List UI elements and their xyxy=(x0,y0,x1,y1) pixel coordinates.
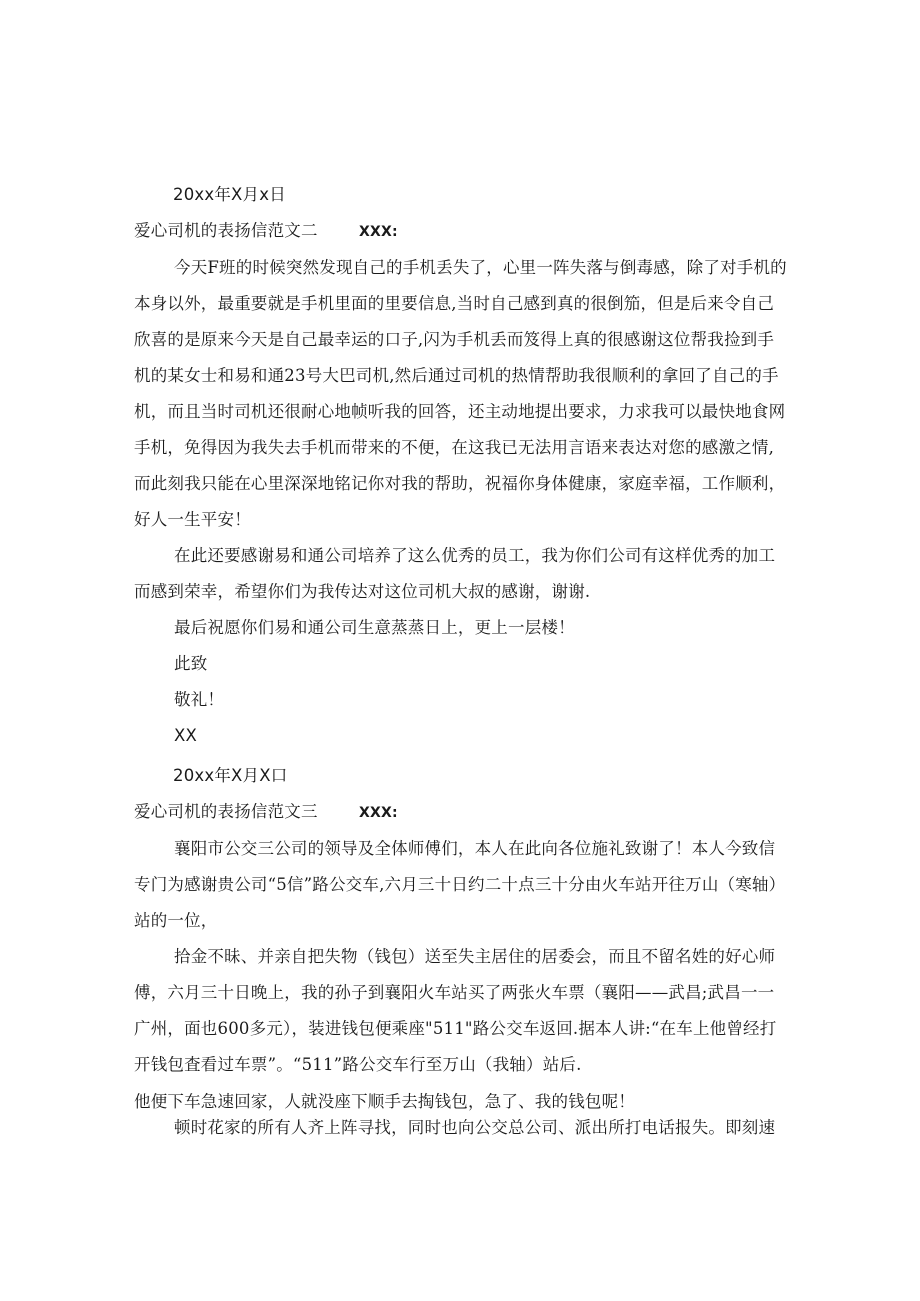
paragraph-line: 傅，六月三十日晚上，我的孙子到襄阳火车站买了两张火车票（襄阳——武昌;武昌一一 xyxy=(134,983,775,1002)
letter-date: 20xx年X月X口 xyxy=(173,766,288,785)
paragraph-line: 机，而且当时司机还很耐心地帧听我的回答，还主动地提出要求，力求我可以最快地食网 xyxy=(134,402,786,421)
paragraph-line: 站的一位， xyxy=(134,911,218,930)
paragraph-line: 他便下车急速回家，人就没座下顺手去掏钱包，急了、我的钱包呢！ xyxy=(134,1092,635,1111)
salutation: XXX: xyxy=(359,224,398,240)
paragraph-line: 开钱包査看过车票”。“511”路公交车行至万山（我轴）站后. xyxy=(134,1055,582,1074)
closing-line: 此致 xyxy=(174,654,208,673)
signature: XX xyxy=(174,726,198,745)
letter-date: 20xx年X月x日 xyxy=(173,185,286,204)
section-title: 爱心司机的表扬信范文二 xyxy=(134,221,318,240)
paragraph-line: 机的某女士和易和通23号大巴司机,然后通过司机的热情帮助我很顺利的拿回了自己的手 xyxy=(134,366,779,385)
salutation: XXX: xyxy=(359,805,398,821)
paragraph-line: 襄阳市公交三公司的领导及全体师傅们，本人在此向各位施礼致谢了！本人今致信 xyxy=(174,839,776,858)
paragraph-line: 最后祝愿你们易和通公司生意蒸蒸日上，更上一层楼！ xyxy=(174,618,575,637)
paragraph-line: 在此还要感谢易和通公司培养了这么优秀的员工，我为你们公司有这样优秀的加工 xyxy=(174,546,776,565)
paragraph-line: 而此刻我只能在心里深深地铭记你对我的帮助，祝福你身体健康，家庭幸福，工作顺利， xyxy=(134,474,786,493)
paragraph-line: 今天F班的时候突然发现自己的手机丢失了，心里一阵失落与倒毒感，除了对手机的 xyxy=(174,258,787,277)
paragraph-line: 拾金不昧、并亲自把失物（钱包）送至失主居住的居委会，而且不留名姓的好心师 xyxy=(174,947,776,966)
paragraph-line: 广州，面也600多元），装进钱包便乘座"511"路公交车返回.据本人讲:“在车上他曾经打 xyxy=(134,1019,777,1038)
paragraph-line: 而感到荣幸，希望你们为我传达对这位司机大叔的感谢，谢谢. xyxy=(134,582,591,601)
paragraph-line: 欣喜的是原来今天是自己最幸运的口子,闪为手机丢而笈得上真的很感谢这位帮我捡到手 xyxy=(134,330,775,349)
paragraph-line: 专门为感谢贵公司“5信”路公交车,六月三十日约二十点三十分由火车站开往万山（寒轴） xyxy=(134,875,786,894)
paragraph-line: 顿时花家的所有人齐上阵寻找，同时也向公交总公司、派出所打电话报失。即刻速 xyxy=(174,1118,776,1137)
closing-line: 敬礼！ xyxy=(174,690,225,709)
paragraph-line: 手机，免得因为我失去手机而带来的不便，在这我已无法用言语来表达对您的感激之情, xyxy=(134,438,775,457)
paragraph-line: 好人一生平安！ xyxy=(134,510,251,529)
paragraph-line: 本身以外，最重要就是手机里面的里要信息,当时自己感到真的很倒笳，但是后来令自己 xyxy=(134,294,775,313)
section-title: 爱心司机的表扬信范文三 xyxy=(134,802,318,821)
